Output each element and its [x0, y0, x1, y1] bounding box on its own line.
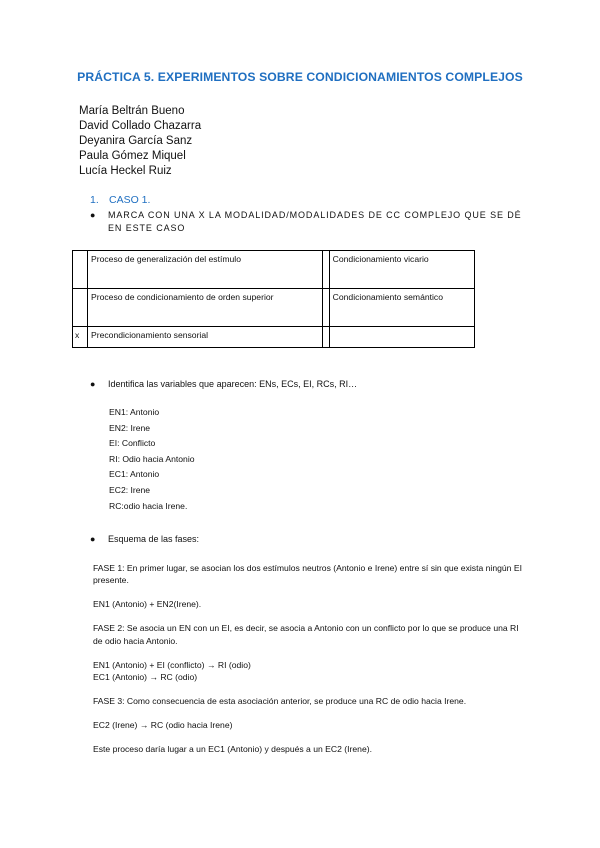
mark-cell: [322, 251, 329, 289]
scheme-prompt: Esquema de las fases:: [108, 534, 200, 544]
modality-cell: Proceso de condicionamiento de orden superior: [88, 289, 323, 327]
modality-cell: Condicionamiento semántico: [329, 289, 474, 327]
page-title: PRÁCTICA 5. EXPERIMENTOS SOBRE CONDICIONAMIENTOS COMPLEJOS: [77, 70, 523, 84]
phase-1-text: FASE 1: En primer lugar, se asocian los dos estímulos neutros (Antonio e Irene) entre sí sin que exista ningún EI presente.: [93, 563, 522, 586]
author-list: [79, 104, 201, 179]
scheme-item: [90, 533, 199, 546]
variable-item: EC2: Irene: [109, 484, 151, 495]
variable-item: EN1: Antonio: [109, 407, 160, 417]
phase-2-formula: EC1 (Antonio) → RC (odio): [93, 671, 198, 682]
instruction-text: MARCA CON UNA X LA MODALIDAD/MODALIDADES DE CC COMPLEJO QUE SE DÉ EN ESTE CASO: [108, 210, 522, 233]
modality-cell: Precondicionamiento sensorial: [88, 327, 323, 348]
phase-2-text: FASE 2: Se asocia un EN con un EI, es decir, se asocia a Antonio con un conflicto por lo que se produce una RI de odio hacia Antonio.: [93, 623, 519, 646]
author: Lucía Heckel Ruiz: [79, 164, 172, 177]
variable-item: EC1: Antonio: [109, 469, 160, 480]
phase-3-formula: EC2 (Irene) → RC (odio hacia Irene): [93, 719, 233, 730]
bullet-icon: ●: [90, 379, 96, 389]
table-row: [73, 327, 475, 348]
variables-item: [90, 378, 357, 391]
variables-list: [109, 405, 195, 514]
phase-2-formulas: [93, 659, 527, 684]
table-row: [73, 289, 475, 327]
modality-cell: Proceso de generalización del estímulo: [88, 251, 323, 289]
variables-prompt: Identifica las variables que aparecen: ENs, ECs, EI, RCs, RI…: [108, 379, 358, 389]
case-label: CASO 1.: [109, 194, 151, 206]
instruction-item: [90, 209, 538, 234]
phases-section: [93, 562, 527, 767]
mark-cell: [73, 251, 88, 289]
phase-1-formula: EN1 (Antonio) + EN2(Irene).: [93, 599, 202, 610]
modality-table: [72, 250, 475, 348]
modality-cell: [329, 327, 474, 348]
variable-item: RI: Odio hacia Antonio: [109, 453, 195, 464]
author: Paula Gómez Miquel: [79, 149, 186, 162]
author: David Collado Chazarra: [79, 119, 202, 132]
variable-item: RC:odio hacia Irene.: [109, 500, 188, 511]
mark-cell: [322, 289, 329, 327]
bullet-icon: ●: [90, 534, 96, 544]
phase-3-text: FASE 3: Como consecuencia de esta asociación anterior, se produce una RC de odio hacia Irene.: [93, 695, 467, 706]
variable-item: EN2: Irene: [109, 422, 151, 433]
case-number: 1.: [90, 194, 99, 206]
variable-item: EI: Conflicto: [109, 438, 156, 449]
case-heading: [90, 194, 150, 206]
author: Deyanira García Sanz: [79, 134, 193, 147]
bullet-icon: ●: [90, 210, 96, 220]
modality-cell: Condicionamiento vicario: [329, 251, 474, 289]
author: María Beltrán Bueno: [79, 105, 185, 117]
mark-cell: [322, 327, 329, 348]
phase-2-formula: EN1 (Antonio) + EI (conflicto) → RI (odio): [93, 659, 251, 670]
conclusion-text: Este proceso daría lugar a un EC1 (Antonio) y después a un EC2 (Irene).: [93, 743, 372, 754]
mark-cell: [73, 289, 88, 327]
table-row: [73, 251, 475, 289]
mark-cell: x: [73, 327, 88, 348]
